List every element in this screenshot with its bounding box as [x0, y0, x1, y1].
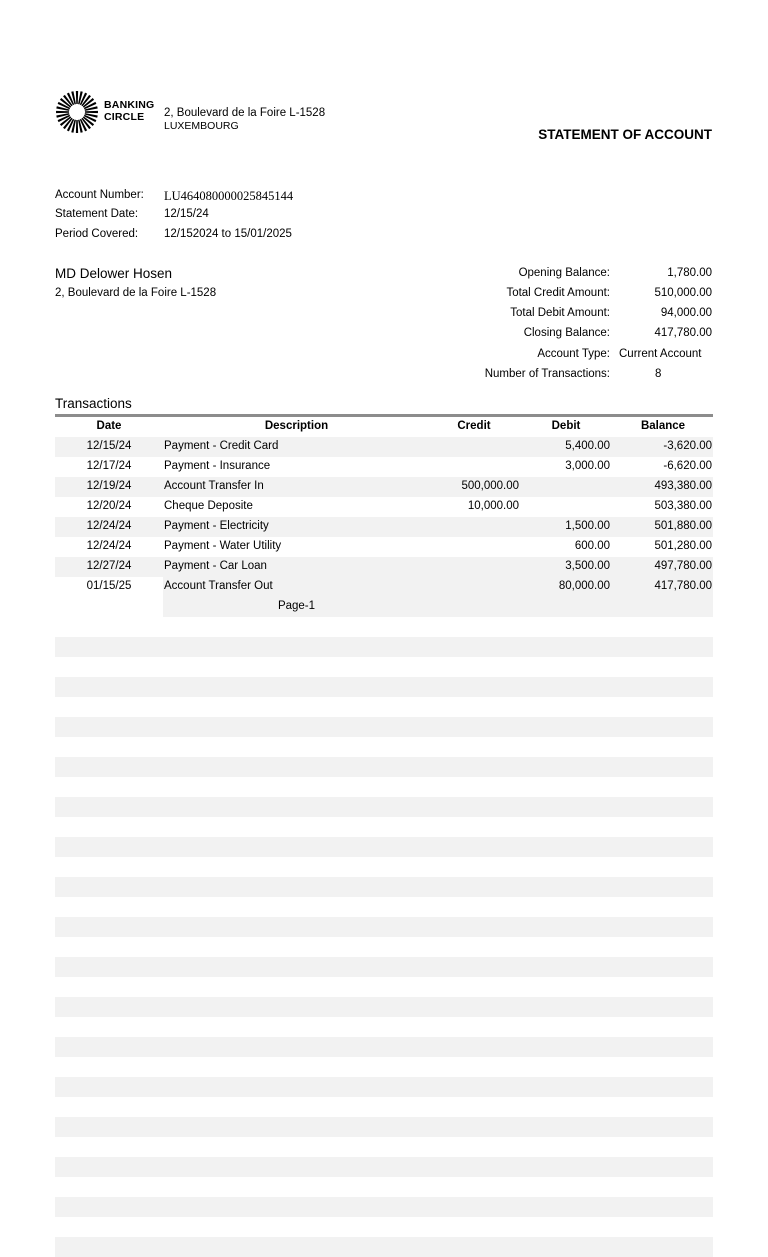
empty-band: [55, 697, 713, 717]
bank-logo-line1: BANKING: [104, 99, 155, 111]
row-balance: 497,780.00: [654, 560, 712, 572]
header-balance: Balance: [640, 420, 686, 432]
row-date: 12/19/24: [86, 480, 132, 492]
row-balance: -3,620.00: [663, 440, 712, 452]
row-date: 12/17/24: [86, 460, 132, 472]
empty-band: [55, 1117, 713, 1137]
page-row-gutter: [55, 597, 163, 617]
empty-band: [55, 737, 713, 757]
empty-band: [55, 717, 713, 737]
empty-band: [55, 1237, 713, 1257]
row-description: Account Transfer Out: [164, 580, 273, 592]
row-debit: 3,000.00: [565, 460, 610, 472]
table-header-row: [55, 417, 713, 437]
empty-band: [55, 857, 713, 877]
logo-ray: [56, 111, 69, 113]
empty-band: [55, 777, 713, 797]
empty-band: [55, 897, 713, 917]
row-description: Payment - Water Utility: [164, 540, 282, 552]
table-row: [55, 457, 713, 477]
logo-ray: [76, 91, 78, 104]
closing-balance-value: 417,780.00: [654, 327, 712, 339]
header-date: Date: [96, 420, 122, 432]
table-row: [55, 517, 713, 537]
transaction-count-value: 8: [655, 368, 662, 380]
row-balance: 493,380.00: [654, 480, 712, 492]
empty-band: [55, 617, 713, 637]
row-description: Payment - Car Loan: [164, 560, 267, 572]
empty-band: [55, 1197, 713, 1217]
logo-ray: [76, 120, 78, 133]
empty-band: [55, 657, 713, 677]
empty-band: [55, 877, 713, 897]
row-date: 12/24/24: [86, 540, 132, 552]
row-date: 12/20/24: [86, 500, 132, 512]
total-debit-label: Total Debit Amount:: [510, 307, 610, 319]
empty-band: [55, 937, 713, 957]
table-row: [55, 557, 713, 577]
row-date: 12/24/24: [86, 520, 132, 532]
header-description: Description: [264, 420, 329, 432]
row-balance: 501,880.00: [654, 520, 712, 532]
table-row: [55, 497, 713, 517]
transactions-title: Transactions: [55, 396, 132, 411]
row-balance: 503,380.00: [654, 500, 712, 512]
header-debit: Debit: [551, 420, 581, 432]
table-row: [55, 477, 713, 497]
row-debit: 1,500.00: [565, 520, 610, 532]
row-debit: 3,500.00: [565, 560, 610, 572]
empty-band: [55, 977, 713, 997]
empty-band: [55, 757, 713, 777]
account-type-value: Current Account: [619, 348, 702, 360]
customer-name: MD Delower Hosen: [55, 266, 173, 281]
empty-band: [55, 917, 713, 937]
empty-band: [55, 1097, 713, 1117]
account-number-label: Account Number:: [55, 189, 144, 201]
opening-balance-label: Opening Balance:: [518, 267, 610, 279]
empty-band: [55, 637, 713, 657]
empty-band: [55, 817, 713, 837]
customer-address: 2, Boulevard de la Foire L-1528: [55, 287, 217, 299]
account-number-value: LU464080000025845144: [164, 189, 294, 203]
bank-address-line1: 2, Boulevard de la Foire L-1528: [164, 107, 326, 119]
statement-title: STATEMENT OF ACCOUNT: [538, 127, 712, 142]
row-credit: 500,000.00: [461, 480, 519, 492]
row-date: 01/15/25: [86, 580, 132, 592]
row-balance: -6,620.00: [663, 460, 712, 472]
empty-band: [55, 957, 713, 977]
row-debit: 80,000.00: [558, 580, 610, 592]
row-credit: 10,000.00: [467, 500, 519, 512]
empty-band: [55, 1057, 713, 1077]
statement-date-value: 12/15/24: [164, 208, 209, 220]
row-description: Payment - Electricity: [164, 520, 269, 532]
empty-band: [55, 797, 713, 817]
empty-band: [55, 1077, 713, 1097]
bank-address: [164, 107, 325, 133]
banking-circle-logo-icon: [55, 90, 99, 134]
total-credit-value: 510,000.00: [654, 287, 712, 299]
empty-band: [55, 1037, 713, 1057]
table-row: [55, 437, 713, 457]
bank-address-line2: LUXEMBOURG: [164, 120, 239, 132]
statement-date-label: Statement Date:: [55, 208, 139, 220]
logo-ray: [85, 111, 98, 113]
row-description: Payment - Credit Card: [164, 440, 279, 452]
row-description: Account Transfer In: [164, 480, 264, 492]
empty-band: [55, 1217, 713, 1237]
row-debit: 600.00: [574, 540, 610, 552]
row-description: Payment - Insurance: [164, 460, 271, 472]
page-number: Page-1: [277, 600, 316, 612]
row-debit: 5,400.00: [565, 440, 610, 452]
row-date: 12/15/24: [86, 440, 132, 452]
header-credit: Credit: [457, 420, 491, 432]
bank-logo-text: [104, 99, 154, 123]
table-row: [55, 537, 713, 557]
bank-logo-line2: CIRCLE: [104, 111, 145, 123]
row-balance: 417,780.00: [654, 580, 712, 592]
period-covered-value: 12/152024 to 15/01/2025: [164, 228, 292, 240]
total-debit-value: 94,000.00: [660, 307, 712, 319]
transaction-count-label: Number of Transactions:: [484, 368, 610, 380]
row-balance: 501,280.00: [654, 540, 712, 552]
empty-band: [55, 1017, 713, 1037]
page-label-row: [55, 597, 713, 617]
empty-band: [55, 677, 713, 697]
closing-balance-label: Closing Balance:: [523, 327, 610, 339]
empty-band: [55, 1177, 713, 1197]
empty-band: [55, 1157, 713, 1177]
row-date: 12/27/24: [86, 560, 132, 572]
empty-band: [55, 837, 713, 857]
row-description: Cheque Deposite: [164, 500, 253, 512]
account-type-label: Account Type:: [537, 348, 610, 360]
empty-band: [55, 997, 713, 1017]
opening-balance-value: 1,780.00: [667, 267, 712, 279]
period-covered-label: Period Covered:: [55, 228, 139, 240]
total-credit-label: Total Credit Amount:: [506, 287, 610, 299]
table-row: [55, 577, 713, 597]
empty-band: [55, 1137, 713, 1157]
transactions-table: [55, 417, 713, 1257]
